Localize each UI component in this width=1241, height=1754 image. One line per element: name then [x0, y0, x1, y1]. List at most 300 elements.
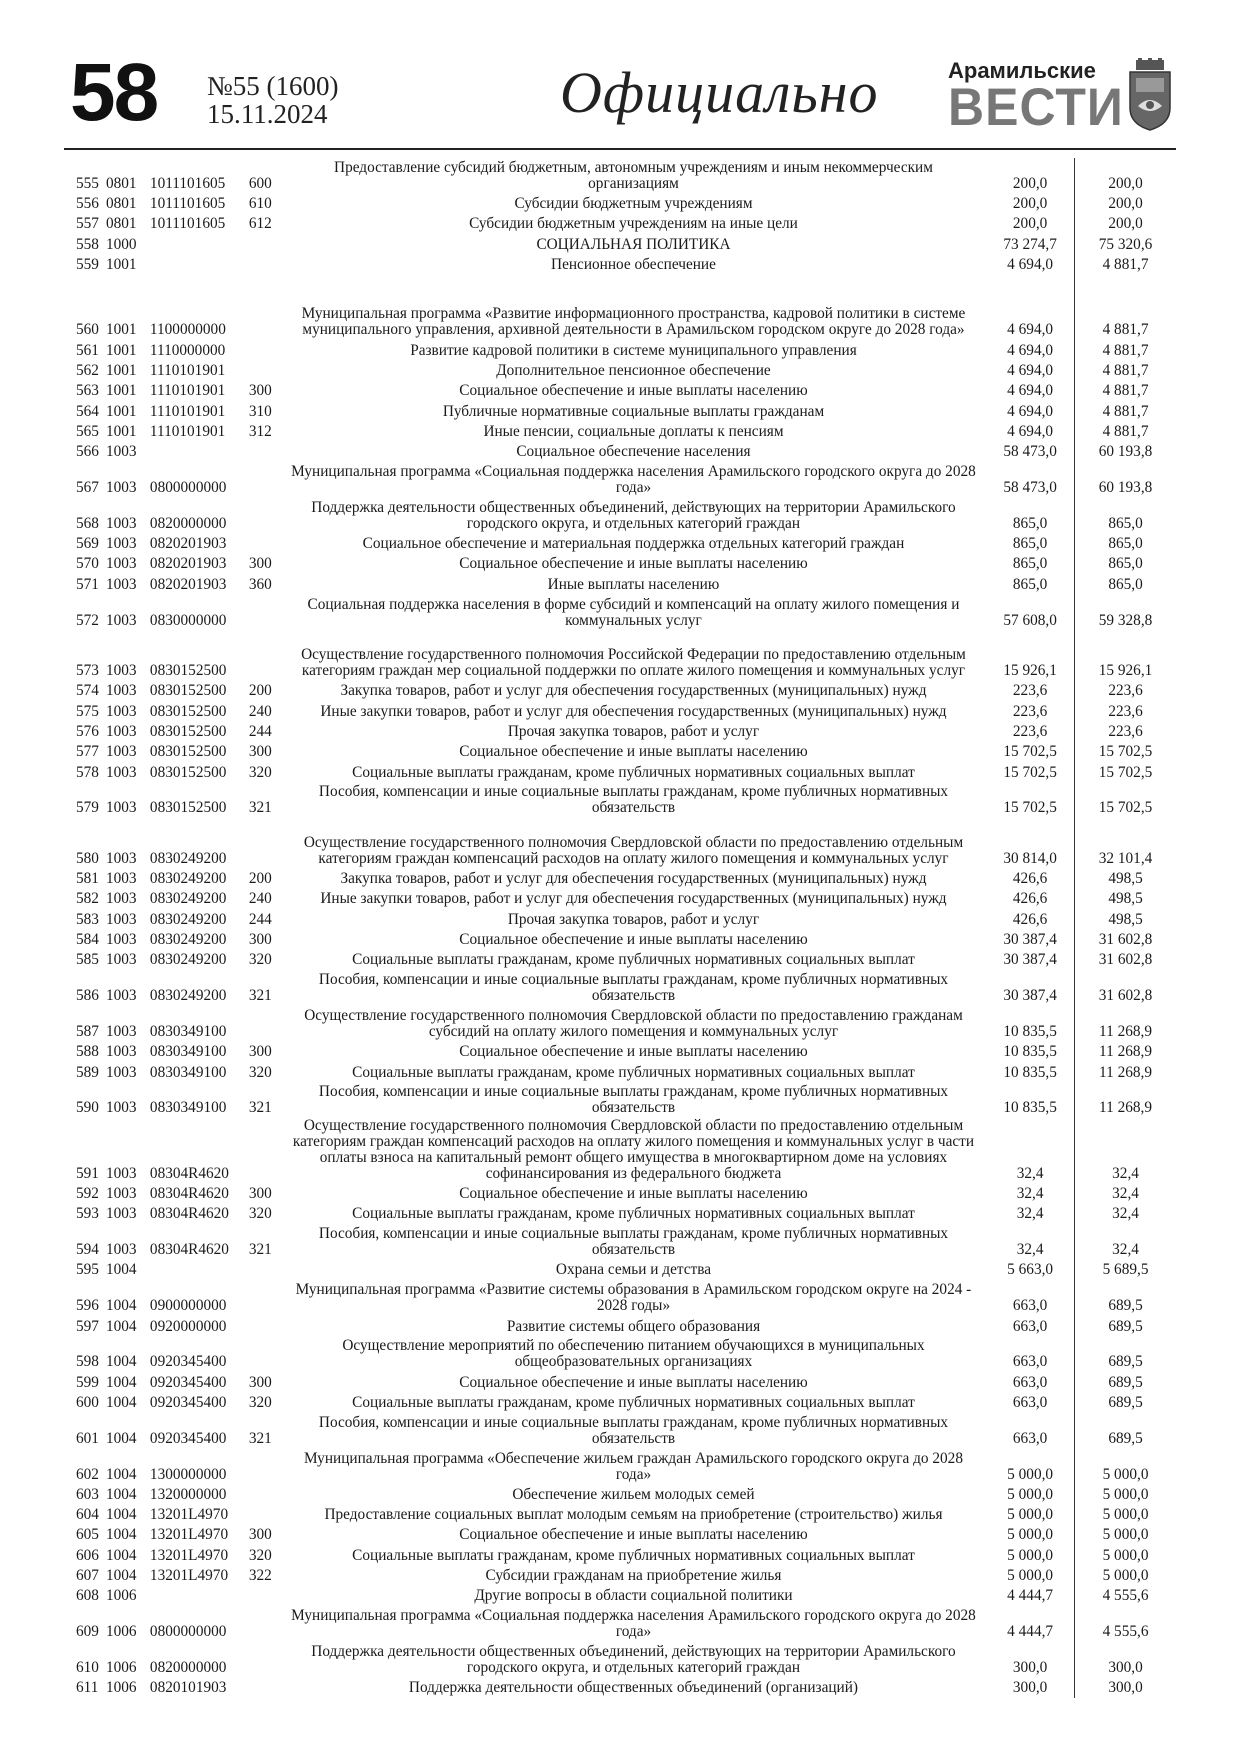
row-number: 610: [76, 1658, 99, 1676]
table-row: [64, 442, 1176, 462]
expense-type: 300: [248, 1185, 272, 1203]
target-code: 0830349100: [149, 1022, 227, 1040]
expense-type: 300: [248, 382, 272, 400]
row-number: 565: [76, 422, 99, 440]
description: Пособия, компенсации и иные социальные выплаты гражданам, кроме публичных нормативных обязательств: [318, 971, 949, 1005]
section-code: 1004: [105, 1393, 137, 1411]
amount-2025: 5 000,0: [1007, 1485, 1054, 1503]
target-code: 08304R4620: [149, 1185, 229, 1203]
target-code: 13201L4970: [149, 1526, 229, 1544]
table-row: [64, 1586, 1176, 1606]
description: Пособия, компенсации и иные социальные выплаты гражданам, кроме публичных нормативных обязательств: [318, 1413, 949, 1447]
section-code: 1003: [105, 910, 137, 928]
target-code: 1011101605: [149, 174, 226, 192]
amount-2026: 15 702,5: [1074, 742, 1176, 762]
description: Прочая закупка товаров, работ и услуг: [507, 910, 760, 928]
expense-type: 244: [248, 910, 272, 928]
description: Социальное обеспечение и иные выплаты населению: [459, 382, 808, 400]
table-row: [64, 1118, 1176, 1184]
expense-type: 300: [248, 555, 272, 573]
table-row: [64, 381, 1176, 401]
amount-2026: 15 926,1: [1074, 631, 1176, 682]
description: Социальное обеспечение и иные выплаты населению: [459, 1185, 808, 1203]
section-code: 1003: [105, 1185, 137, 1203]
section-code: 1003: [105, 555, 137, 573]
amount-2025: 30 387,4: [1003, 987, 1057, 1005]
amount-2025: 10 835,5: [1003, 1099, 1057, 1117]
row-number: 587: [76, 1022, 99, 1040]
section-code: 1003: [105, 890, 137, 908]
amount-2025: 663,0: [1012, 1373, 1048, 1391]
amount-2025: 426,6: [1012, 890, 1048, 908]
table-row: [64, 554, 1176, 574]
table-row: [64, 701, 1176, 721]
row-number: 601: [76, 1429, 99, 1447]
section-code: 1001: [105, 402, 137, 420]
target-code: 1011101605: [149, 195, 226, 213]
amount-2025: 4 694,0: [1007, 402, 1054, 420]
table-row: [64, 194, 1176, 214]
amount-2026: 15 702,5: [1074, 783, 1176, 819]
amount-2025: 4 694,0: [1007, 321, 1054, 339]
section-code: 1006: [105, 1623, 137, 1641]
row-number: 607: [76, 1567, 99, 1585]
amount-2026: 689,5: [1074, 1316, 1176, 1336]
table-row: [64, 1525, 1176, 1545]
target-code: 0920345400: [149, 1353, 227, 1371]
page-header: [0, 0, 1241, 150]
target-code: 0830000000: [149, 611, 227, 629]
target-code: 0820201903: [149, 555, 227, 573]
table-row: [64, 762, 1176, 782]
table-row: [64, 340, 1176, 360]
target-code: 0830249200: [149, 890, 227, 908]
table-row: [64, 1062, 1176, 1082]
description: Социальные выплаты гражданам, кроме публичных нормативных социальных выплат: [352, 1205, 915, 1223]
amount-2026: 31 602,8: [1074, 970, 1176, 1006]
row-number: 571: [76, 575, 99, 593]
amount-2026: 689,5: [1074, 1372, 1176, 1392]
table-row: [64, 681, 1176, 701]
target-code: 08304R4620: [149, 1205, 229, 1223]
amount-2026: 4 881,7: [1074, 361, 1176, 381]
amount-2025: 200,0: [1012, 215, 1048, 233]
section-code: 1003: [105, 479, 137, 497]
amount-2026: 32,4: [1074, 1204, 1176, 1224]
description: Социальные выплаты гражданам, кроме публичных нормативных социальных выплат: [352, 951, 915, 969]
table-row: [64, 1042, 1176, 1062]
description: Поддержка деятельности общественных объединений, действующих на территории Арамильского городского округа, и отдельных категорий граждан: [311, 1642, 956, 1676]
section-code: 1006: [105, 1587, 137, 1605]
target-code: 13201L4970: [149, 1506, 229, 1524]
amount-2025: 15 926,1: [1003, 662, 1057, 680]
row-number: 602: [76, 1465, 99, 1483]
row-number: 586: [76, 987, 99, 1005]
amount-2025: 426,6: [1012, 910, 1048, 928]
amount-2025: 32,4: [1016, 1205, 1044, 1223]
row-number: 555: [76, 174, 99, 192]
row-number: 578: [76, 763, 99, 781]
table-row: [64, 1372, 1176, 1392]
expense-type: 320: [248, 951, 272, 969]
row-number: 580: [76, 849, 99, 867]
expense-type: 320: [248, 1393, 272, 1411]
section-code: 0801: [105, 215, 137, 233]
description: Пособия, компенсации и иные социальные выплаты гражданам, кроме публичных нормативных обязательств: [318, 1083, 949, 1117]
target-code: 0830152500: [149, 799, 227, 817]
amount-2026: 4 881,7: [1074, 381, 1176, 401]
row-number: 574: [76, 682, 99, 700]
section-code: 1001: [105, 422, 137, 440]
amount-2026: 5 000,0: [1074, 1485, 1176, 1505]
table-row: [64, 255, 1176, 275]
table-row: [64, 889, 1176, 909]
amount-2026: 200,0: [1074, 194, 1176, 214]
amount-2025: 5 663,0: [1007, 1261, 1054, 1279]
expense-type: 322: [248, 1567, 272, 1585]
description: Публичные нормативные социальные выплаты гражданам: [442, 402, 825, 420]
expense-type: 320: [248, 763, 272, 781]
amount-2025: 32,4: [1016, 1185, 1044, 1203]
table-row: [64, 1642, 1176, 1678]
section-code: 1006: [105, 1679, 137, 1697]
description: Осуществление государственного полномочия Российской Федерации по предоставлению отдельным категориям граждан мер социальной поддержки по оплате жилого помещения и коммунальных услуг: [301, 646, 966, 680]
description: Прочая закупка товаров, работ и услуг: [507, 722, 760, 740]
table-row: [64, 595, 1176, 631]
description: Муниципальная программа «Социальная поддержка населения Арамильского городского округа до 2028 года»: [291, 463, 976, 497]
table-row: [64, 1083, 1176, 1119]
description: СОЦИАЛЬНАЯ ПОЛИТИКА: [536, 235, 731, 253]
row-number: 562: [76, 362, 99, 380]
section-code: 1003: [105, 931, 137, 949]
amount-2026: 11 268,9: [1074, 1062, 1176, 1082]
amount-2025: 300,0: [1012, 1679, 1048, 1697]
description: Социальные выплаты гражданам, кроме публичных нормативных социальных выплат: [352, 763, 915, 781]
expense-type: 244: [248, 722, 272, 740]
table-row: [64, 1280, 1176, 1316]
amount-2025: 865,0: [1012, 514, 1048, 532]
table-row: [64, 1006, 1176, 1042]
row-number: 577: [76, 743, 99, 761]
section-code: 1004: [105, 1567, 137, 1585]
amount-2025: 200,0: [1012, 195, 1048, 213]
row-number: 597: [76, 1317, 99, 1335]
amount-2026: 31 602,8: [1074, 950, 1176, 970]
description: Социальное обеспечение и иные выплаты населению: [459, 1043, 808, 1061]
logo-main-text: ВЕСТИ: [948, 77, 1124, 137]
expense-type: 312: [248, 422, 272, 440]
description: Социальное обеспечение населения: [516, 443, 751, 461]
row-number: 567: [76, 479, 99, 497]
target-code: 0830152500: [149, 743, 227, 761]
description: Субсидии гражданам на приобретение жилья: [485, 1567, 782, 1585]
row-number: 573: [76, 662, 99, 680]
description: Социальные выплаты гражданам, кроме публичных нормативных социальных выплат: [352, 1393, 915, 1411]
description: Дополнительное пенсионное обеспечение: [496, 362, 771, 380]
description: Закупка товаров, работ и услуг для обеспечения государственных (муниципальных) нужд: [340, 682, 927, 700]
section-code: 1004: [105, 1261, 137, 1279]
description: Иные закупки товаров, работ и услуг для обеспечения государственных (муниципальных) нужд: [320, 702, 947, 720]
amount-2025: 4 694,0: [1007, 422, 1054, 440]
amount-2026: 300,0: [1074, 1642, 1176, 1678]
table-row: [64, 631, 1176, 682]
section-code: 1001: [105, 382, 137, 400]
expense-type: [249, 1696, 285, 1698]
amount-2026: 200,0: [1074, 214, 1176, 234]
section-code: 1003: [105, 1099, 137, 1117]
section-code: 0801: [105, 195, 137, 213]
table-row: [64, 234, 1176, 254]
amount-2026: 5 000,0: [1074, 1545, 1176, 1565]
amount-2026: 5 000,0: [1074, 1525, 1176, 1545]
target-code: 0820101903: [149, 1679, 227, 1697]
table-row: [64, 462, 1176, 498]
amount-2025: 223,6: [1012, 702, 1048, 720]
row-number: 556: [76, 195, 99, 213]
expense-type: 610: [248, 195, 272, 213]
description: Муниципальная программа «Социальная поддержка населения Арамильского городского округа до 2028 года»: [291, 1607, 976, 1641]
table-row: [64, 1505, 1176, 1525]
target-code: 0800000000: [149, 479, 227, 497]
table-row: [64, 1449, 1176, 1485]
issue-date: 15.11.2024: [207, 99, 328, 129]
target-code: 1300000000: [149, 1465, 227, 1483]
section-title: Официально: [560, 60, 879, 125]
amount-2026: 4 555,6: [1074, 1586, 1176, 1606]
amount-2026: 11 268,9: [1074, 1006, 1176, 1042]
section-code: 0801: [105, 174, 137, 192]
section-code: 1003: [105, 662, 137, 680]
target-code: 0830349100: [149, 1043, 227, 1061]
amount-2025: 30 387,4: [1003, 951, 1057, 969]
section-code: 1003: [105, 1043, 137, 1061]
amount-2025: 5 000,0: [1007, 1546, 1054, 1564]
row-number: 589: [76, 1063, 99, 1081]
description: Иные закупки товаров, работ и услуг для обеспечения государственных (муниципальных) нужд: [320, 890, 947, 908]
section-code: 1003: [105, 575, 137, 593]
amount-2025: 15 702,5: [1003, 763, 1057, 781]
target-code: 0830249200: [149, 987, 227, 1005]
amount-2026: 4 881,7: [1074, 340, 1176, 360]
issue-number: №55 (1600): [207, 71, 339, 101]
amount-2025: 5 000,0: [1007, 1506, 1054, 1524]
description: Предоставление субсидий бюджетным, автономным учреждениям и иным некоммерческим организациям: [334, 158, 933, 192]
row-number: 579: [76, 799, 99, 817]
section-code: 1003: [105, 1164, 137, 1182]
section-code: 1003: [105, 1241, 137, 1259]
expense-type: 320: [248, 1063, 272, 1081]
row-number: 563: [76, 382, 99, 400]
description: Социальное обеспечение и иные выплаты населению: [459, 1373, 808, 1391]
row-number: 595: [76, 1261, 99, 1279]
amount-2026: 75 320,6: [1074, 234, 1176, 254]
row-number: 608: [76, 1587, 99, 1605]
table-row: [64, 869, 1176, 889]
logo-top-text: Арамильские: [948, 58, 1096, 83]
row-number: 592: [76, 1185, 99, 1203]
expense-type: 320: [248, 1205, 272, 1223]
amount-2025: 58 473,0: [1003, 443, 1057, 461]
expense-type: 320: [248, 1546, 272, 1564]
section-code: 1001: [105, 341, 137, 359]
amount-2026: 11 268,9: [1074, 1042, 1176, 1062]
row-number: 560: [76, 321, 99, 339]
row-number: 599: [76, 1373, 99, 1391]
target-code: 0830249200: [149, 951, 227, 969]
amount-2026: 15 702,5: [1074, 762, 1176, 782]
section-code: 1004: [105, 1485, 137, 1503]
amount-2025: 5 000,0: [1007, 1567, 1054, 1585]
amount-2026: 32,4: [1074, 1224, 1176, 1260]
row-number: 598: [76, 1353, 99, 1371]
row-number: 572: [76, 611, 99, 629]
target-code: 08304R4620: [149, 1164, 229, 1182]
row-number: 566: [76, 443, 99, 461]
target-code: 1110101901: [149, 382, 226, 400]
description: Осуществление мероприятий по обеспечению питанием обучающихся в муниципальных общеобразовательных организациях: [342, 1337, 925, 1371]
target-code: 08304R4620: [149, 1241, 229, 1259]
section-code: 1004: [105, 1465, 137, 1483]
amount-2025: 4 694,0: [1007, 255, 1054, 273]
amount-2026: 32 101,4: [1074, 818, 1176, 869]
amount-2025: 4 694,0: [1007, 362, 1054, 380]
target-code: 1100000000: [149, 321, 226, 339]
table-row: [64, 1606, 1176, 1642]
amount-2026: 223,6: [1074, 722, 1176, 742]
amount-2025: 5 000,0: [1007, 1526, 1054, 1544]
target-code: 0900000000: [149, 1297, 227, 1315]
newspaper-logo: [948, 58, 1124, 137]
amount-2026: 5 000,0: [1074, 1505, 1176, 1525]
table-row: [64, 722, 1176, 742]
row-number: 568: [76, 514, 99, 532]
row-number: 596: [76, 1297, 99, 1315]
description: Муниципальная программа «Развитие системы образования в Арамильском городском округе на 2024 - 2028 годы»: [295, 1281, 972, 1315]
description: Муниципальная программа «Обеспечение жильем граждан Арамильского городского округа до 2028 года»: [303, 1449, 963, 1483]
target-code: 0800000000: [149, 1623, 227, 1641]
target-code: 1320000000: [149, 1485, 227, 1503]
amount-2025: 4 444,7: [1007, 1623, 1054, 1641]
description: Другие вопросы в области социальной политики: [474, 1587, 793, 1605]
description: Субсидии бюджетным учреждениям на иные цели: [469, 215, 798, 233]
section-code: 1003: [105, 682, 137, 700]
target-code: 1110101901: [149, 422, 226, 440]
section-code: 1003: [105, 514, 137, 532]
description: Осуществление государственного полномочия Свердловской области по предоставлению отдельным категориям граждан компенсаций расходов на оплату жилого помещения и коммунальных услуг: [303, 833, 964, 867]
section-code: 1004: [105, 1429, 137, 1447]
expense-type: 300: [248, 1526, 272, 1544]
amount-2025: 663,0: [1012, 1297, 1048, 1315]
target-code: 0920345400: [149, 1429, 227, 1447]
target-code: 0830249200: [149, 870, 227, 888]
section-code: 1004: [105, 1353, 137, 1371]
target-code: 1011101605: [149, 215, 226, 233]
row-number: 561: [76, 341, 99, 359]
row-number: 604: [76, 1506, 99, 1524]
expense-type: 600: [248, 174, 272, 192]
amount-2025: 865,0: [1012, 535, 1048, 553]
target-code: 0830152500: [149, 702, 227, 720]
row-number: 591: [76, 1164, 99, 1182]
expense-type: 321: [248, 1429, 272, 1447]
section-code: 1003: [105, 849, 137, 867]
amount-2025: 663,0: [1012, 1393, 1048, 1411]
target-code: 0820000000: [149, 1658, 227, 1676]
table-row: [64, 742, 1176, 762]
amount-2025: 663,0: [1012, 1353, 1048, 1371]
row-number: 559: [76, 255, 99, 273]
target-code: 0920345400: [149, 1373, 227, 1391]
section-code: 1003: [105, 611, 137, 629]
amount-2025: 10 835,5: [1003, 1063, 1057, 1081]
description: Социальные выплаты гражданам, кроме публичных нормативных социальных выплат: [352, 1546, 915, 1564]
target-code: 0830349100: [149, 1063, 227, 1081]
amount-2025: 32,4: [1016, 1241, 1044, 1259]
description: Социальное обеспечение и иные выплаты населению: [459, 931, 808, 949]
expense-type: 321: [248, 799, 272, 817]
amount-2026: 31 602,8: [1074, 930, 1176, 950]
section-code: 1003: [105, 799, 137, 817]
description: Осуществление государственного полномочия Свердловской области по предоставлению отдельным категориям граждан компенсаций расходов на оплату жилого помещения и коммунальных услуг в части оплаты взноса на капитальный ремонт общего имущества в многоквартирном доме на условиях софинансирования из федерального бюджета: [292, 1116, 975, 1182]
amount-2025: 73 274,7: [1003, 235, 1057, 253]
description: Охрана семьи и детства: [555, 1261, 712, 1279]
section-code: 1001: [105, 255, 137, 273]
amount-2026: 60 193,8: [1074, 462, 1176, 498]
description: Пособия, компенсации и иные социальные выплаты гражданам, кроме публичных нормативных обязательств: [318, 783, 949, 817]
table-row: [64, 909, 1176, 929]
row-number: 585: [76, 951, 99, 969]
table-row: [64, 1337, 1176, 1373]
amount-2026: 498,5: [1074, 909, 1176, 929]
section-code: 1003: [105, 1205, 137, 1223]
amount-2025: 200,0: [1012, 174, 1048, 192]
section-code: 1004: [105, 1526, 137, 1544]
amount-2026: 200,0: [1074, 158, 1176, 194]
table-row: [64, 361, 1176, 381]
issue-info: [207, 72, 339, 128]
table-row: [64, 1184, 1176, 1204]
row-number: 594: [76, 1241, 99, 1259]
section-code: 1003: [105, 1022, 137, 1040]
row-number: 593: [76, 1205, 99, 1223]
amount-2026: 865,0: [1074, 498, 1176, 534]
section-code: 1003: [105, 702, 137, 720]
row-number: 558: [76, 235, 99, 253]
table-row: [64, 783, 1176, 819]
table-row: [64, 1316, 1176, 1336]
section-code: 1003: [105, 443, 137, 461]
target-code: 0830152500: [149, 662, 227, 680]
description: Поддержка деятельности общественных объединений, действующих на территории Арамильского городского округа, и отдельных категорий граждан: [311, 498, 956, 532]
expense-type: 360: [248, 575, 272, 593]
row-number: 588: [76, 1043, 99, 1061]
section-code: 1003: [105, 763, 137, 781]
section-code: 1001: [105, 362, 137, 380]
amount-2026: 300,0: [1074, 1678, 1176, 1698]
amount-2025: 4 444,7: [1007, 1587, 1054, 1605]
table-row: [64, 214, 1176, 234]
section-code: 1004: [105, 1373, 137, 1391]
header-rule: [64, 148, 1176, 150]
description: Социальная поддержка населения в форме субсидий и компенсаций на оплату жилого помещения и коммунальных услуг: [307, 595, 960, 629]
target-code: 0830249200: [149, 910, 227, 928]
section-code: 1004: [105, 1297, 137, 1315]
target-code: 0820201903: [149, 575, 227, 593]
amount-2026: 689,5: [1074, 1337, 1176, 1373]
description: Пенсионное обеспечение: [551, 255, 716, 273]
row-number: 582: [76, 890, 99, 908]
section-code: 1004: [105, 1317, 137, 1335]
